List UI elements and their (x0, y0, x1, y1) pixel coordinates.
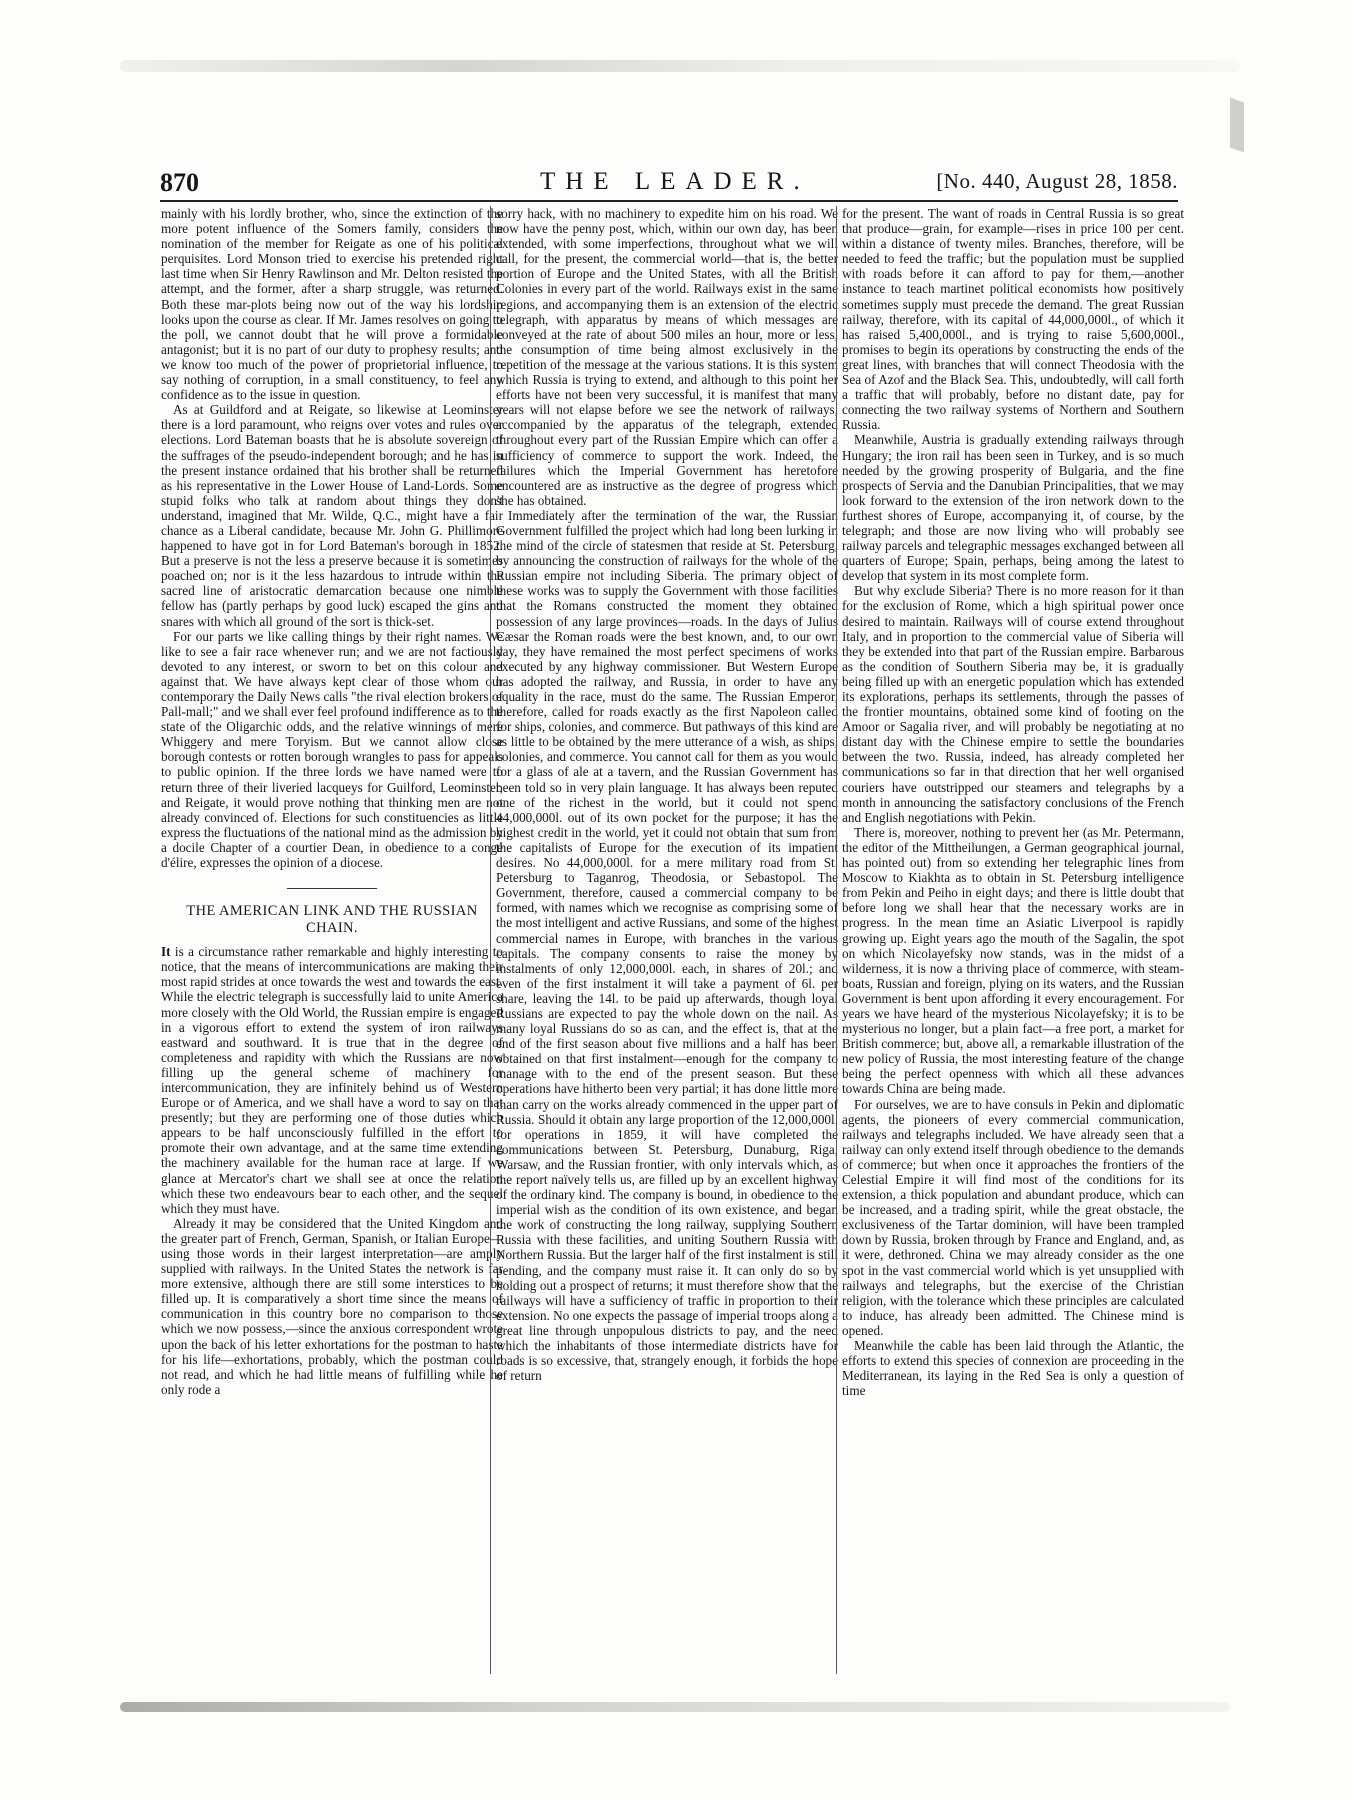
article-heading: THE AMERICAN LINK AND THE RUSSIAN CHAIN. (186, 903, 478, 937)
column-divider (836, 206, 837, 1674)
article-paragraph: For ourselves, we are to have consuls in Pekin and diplomatic agents, the pioneers of every commercial communication, railways and telegraphs included. We have already seen that a railway can only extend itself through obedience to the demands of commerce; but when once it approaches the frontiers of the Celestial Empire it will find most of the conditions for its extension, a thick population and abundant produce, which can be increased, and a trading spirit, while the great obstacle, the exclusiveness of the Tartar dominion, will have been trampled down by Russia, broken through by France and England, and, as it were, dethroned. China we may already consider as the one spot in the vast commercial world which is yet unsupplied with railways and telegraphs, but the exercise of the Christian religion, with the tolerance which these principles are calculated to induce, has already been admitted. The Chinese mind is opened. (842, 1096, 1184, 1338)
article-paragraph: Already it may be considered that the United Kingdom and the greater part of French, German, Spanish, or Italian Europe—using those words in their largest interpretation—are amply supplied with railways. In the United States the network is far more extensive, although there are still some interstices to be filled up. It is comparatively a short time since the means of communication in this country bore no comparison to those which we now possess,—since the anxious correspondent wrote upon the back of his letter exhortations for the postman to haste for his life—exhortations, probably, which the postman could not read, and which he had little means of fulfilling while he only rode a (161, 1215, 503, 1397)
article-paragraph: But why exclude Siberia? There is no more reason for it than for the exclusion of Rome, which a high spiritual power once desired to maintain. Railways will of course extend throughout Italy, and in proportion to the commercial value of Siberia will they be extended into that part of the Russian empire. Barbarous as the condition of Southern Siberia may be, it is gradually being filled up with an energetic population which has extended its explorations, perhaps its settlements, through the passes of the frontier mountains, obtained some kind of footing on the Amoor or Sagalia river, and will probably be negotiating at no distant day with the Chinese empire to settle the boundaries between the two. Russia, indeed, has already completed her communications so far in that direction that her well organised couriers have outstripped our steamers and telegraphs by a month in announcing the satisfactory conclusions of the French and English negotiations with Pekin. (842, 583, 1184, 825)
column-left (161, 206, 503, 1676)
masthead (160, 166, 1178, 200)
column-middle (496, 206, 838, 1676)
article-paragraph: sorry hack, with no machinery to expedite him on his road. We now have the penny post, which, within our own day, has been extended, with some imperfections, throughout what we will call, for the present, the commercial world—that is, the better portion of Europe and the United States, with all the British Colonies in every part of the world. Railways exist in the same regions, and accompanying them is an extension of the electric telegraph, with apparatus by means of which messages are conveyed at the rate of about 500 miles an hour, more or less, the consumption of time being almost exclusively in the repetition of the message at the various stations. It is this system which Russia is trying to extend, and although to this point her efforts have not been very successful, it is manifest that many years will not elapse before we see the network of railways, accompanied by the apparatus of the telegraph, extended throughout every part of the Russian Empire which can offer a sufficiency of commerce to support the work. Indeed, the failures which the Imperial Government has heretofore encountered are as instructive as the degree of progress which she has obtained. (496, 206, 838, 508)
article-paragraph-text: is a circumstance rather remarkable and highly interesting to notice, that the means of intercommunications are making their most rapid strides at once towards the west and towards the east. While the electric telegraph is successfully laid to unite America more closely with the Old World, the Russian empire is engaged in a vigorous effort to extend the system of iron railways eastward and southward. It is true that in the degree of completeness and rapidity with which the Russians are now filling up the general scheme of machinery for intercommunication, they are infinitely behind us of Western Europe or of America, and we shall have a word to say on that presently; but they are performing one of those duties which appears to be half unconsciously fulfilled in the effort to promote their own advantage, and at the same time extending the machinery available for the human race at large. If we glance at Mercator's chart we shall see at once the relation which these two endeavours bear to each other, and the sequel which they must have. (161, 944, 503, 1216)
article-lead-paragraph (161, 944, 503, 1216)
article-paragraph: mainly with his lordly brother, who, since the extinction of the more potent influence of the Somers family, considers the nomination of the member for Reigate as one of his political perquisites. Lord Monson tried to exercise his pretended right last time when Sir Henry Rawlinson and Mr. Delton resisted the attempt, and the former, after a sharp struggle, was returned. Both these mar-plots being now out of the way his lordship looks upon the course as clear. If Mr. James resolves on going to the poll, we cannot doubt that he will prove a formidable antagonist; but it is no part of our duty to prophesy results; and we know too much of the power of proprietorial influence, to say nothing of corruption, in a small constituency, to feel any confidence as to the issue in question. (161, 206, 503, 403)
section-divider (287, 888, 377, 889)
article-paragraph: Meanwhile the cable has been laid through the Atlantic, the efforts to extend this species of connexion are proceeding in the Mediterranean, its laying in the Red Sea is only a question of time (842, 1338, 1184, 1399)
page-number: 870 (160, 168, 199, 197)
scan-smudge-top (120, 60, 1240, 72)
article-paragraph: There is, moreover, nothing to prevent her (as Mr. Petermann, the editor of the Mittheilungen, a German geographical journal, has pointed out) from so extending her telegraphic lines from Moscow to Kiakhta as to obtain in St. Petersburg intelligence from Pekin and Peiho in eight days; and there is little doubt that before long we shall hear that the necessary works are in progress. In the mean time an Asiatic Liverpool is rapidly growing up. Eight years ago the mouth of the Sagalin, the spot on which Nicolayefsky now stands, was in the midst of a wilderness, it is now a thriving place of commerce, with steam-boats, Russian and foreign, plying on its waters, and the Russian Government is bent upon affording it every encouragement. For years we have heard of the mysterious Nicolayefsky; it is to be mysterious no longer, but a plain fact—a free port, a market for British commerce; but, above all, a remarkable illustration of the new policy of Russia, the most interesting feature of the change being the perfect openness with which all these advances towards China are being made. (842, 824, 1184, 1097)
initial-letters: It (161, 944, 171, 960)
article-paragraph: Meanwhile, Austria is gradually extending railways through Hungary; the iron rail has been seen in Turkey, and is so much needed by the growing prosperity of Bulgaria, and the fine prospects of Servia and the Danubian Principalities, that we may look forward to the extension of the iron network down to the furthest shores of Europe, accompanying it, of course, by the telegraph; and those are now living who will probably see railway parcels and telegraphic messages exchanged between all quarters of Europe; Spain, perhaps, being among the latest to develop that system in its most complete form. (842, 432, 1184, 584)
article-paragraph: for the present. The want of roads in Central Russia is so great that produce—grain, for example—rises in price 100 per cent. within a distance of twenty miles. Branches, therefore, will be needed to feed the traffic; but the population must be supplied with roads before it can afford to pay for them,—another instance to teach martinet political economists how positively sometimes supply must precede the demand. The great Russian railway, therefore, with its capital of 44,000,000l., of which it has raised 5,400,000l., and is trying to raise 5,600,000l., promises to begin its operations by constructing the ends of the great lines, with branches that will connect Theodosia with the Sea of Azof and the Black Sea. This, undoubtedly, will call forth a traffic that will probably, before no distant date, pay for connecting the two railway systems of Northern and Southern Russia. (842, 206, 1184, 433)
column-right (842, 206, 1184, 1676)
column-divider (490, 206, 491, 1674)
article-paragraph: For our parts we like calling things by their right names. We like to see a fair race whenever run; and we are not factiously devoted to any interest, or sworn to bet on this colour and against that. We have always kept clear of those whom our contemporary the Daily News calls "the rival election brokers of Pall-mall;" and we shall ever feel profound indifference as to the state of the Oligarchic odds, and the relative winnings of mere Whiggery and mere Toryism. But we cannot allow close borough contests or rotten borough wrangles to pass for appeals to public opinion. If the three lords we have named were to return three of their liveried lacqueys for Guilford, Leominster, and Reigate, it would prove nothing that thinking men are not already convinced of. Elections for such constituencies as little express the fluctuations of the national mind as the admission by a docile Chapter of a courtier Dean, in obedience to a congé d'élire, expresses the opinion of a diocese. (161, 628, 503, 871)
article-paragraph: Immediately after the termination of the war, the Russian Government fulfilled the project which had long been lurking in the mind of the circle of statesmen that reside at St. Petersburg, by announcing the construction of railways for the whole of the Russian empire not including Siberia. The primary object of these works was to supply the Government with those facilities that the Romans constructed the moment they obtained possession of any large provinces—roads. In the days of Julius Cæsar the Roman roads were the best known, and, to our own day, they have remained the most perfect specimens of works executed by any highway commissioner. But Western Europe has adopted the railway, and Russia, in order to have any equality in the race, must do the same. The Russian Emperor, therefore, called for roads exactly as the first Napoleon called for ships, colonies, and commerce. But pathways of this kind are as little to be obtained by the mere utterance of a wish, as ships, colonies, and commerce. You cannot call for them as you would for a glass of ale at a tavern, and the Russian Government has been told so in very plain language. It has always been reputed one of the richest in the world, but it could not spend 44,000,000l. out of its own pocket for the purpose; it has the highest credit in the world, yet it could not obtain that sum from the capitalists of Europe for the execution of its impatient desires. No 44,000,000l. for a mere military road from St. Petersburg to Taganrog, Theodosia, or Sebastopol. The Government, therefore, caused a commercial company to be formed, with names which we recognise as comprising some of the most intelligent and active Russians, and some of the highest commercial names in Europe, with branches in the various capitals. The company consents to raise the money by instalments of only 12,000,000l. each, in shares of 20l.; and even of the first instalment it will take a payment of 6l. per share, leaving the 14l. to be paid up afterwards, though loyal Russians are expected to pay the whole down on the nail. As many loyal Russians do so as can, and the effect is, that at the end of the first season about five millions and a half has been obtained on that first instalment—enough for the company to manage with to the end of the present season. But these operations have hitherto been very partial; it has done little more than carry on the works already commenced in the upper part of Russia. Should it obtain any large proportion of the 12,000,000l. for operations in 1859, it will have completed the communications between St. Petersburg, Dunaburg, Riga, Warsaw, and the Russian frontier, with only intervals which, as the report naïvely tells us, are filled up by an excellent highway of the ordinary kind. The company is bound, in obedience to the imperial wish as the condition of its own existence, and began the work of constructing the long railway, supplying Southern Russia with these facilities, and uniting Southern Russia with Northern Russia. But the larger half of the first instalment is still pending, and the company must raise it. It can only do so by holding out a prospect of returns; it must therefore show that the railways will have a sufficiency of traffic in proportion to their extension. No one expects the passage of imperial troops along a great line through unpopulous districts to pay, and the need which the inhabitants of those intermediate districts have for roads is so excessive, that, strangely enough, it forbids the hope of return (496, 507, 838, 1384)
newspaper-title: THE LEADER. (540, 168, 810, 195)
article-paragraph: As at Guildford and at Reigate, so likewise at Leominster there is a lord paramount, who reigns over votes and rules over elections. Lord Bateman boasts that he is absolute sovereign of the suffrages of the pseudo-independent borough; and he has in the present instance ordained that his brother shall be returned as his representative in the Lower House of Land-Lords. Some stupid folks who talk at random about things they don't understand, imagined that Mr. Wilde, Q.C., might have a fair chance as a Liberal candidate, because Mr. John G. Phillimore happened to have got in for Lord Bateman's borough in 1852. But a preserve is not the less a preserve because it is sometimes poached on; nor is it the less hazardous to intrude within the sacred line of aristocratic demarcation because one nimble fellow has (partly perhaps by good luck) escaped the gins and snares with which all ground of the sort is thick-set. (161, 402, 503, 629)
scan-smudge-bottom (120, 1702, 1230, 1712)
issue-info: [No. 440, August 28, 1858. (936, 169, 1178, 193)
scan-smudge-right (1230, 97, 1244, 152)
header-rule (160, 200, 1178, 202)
